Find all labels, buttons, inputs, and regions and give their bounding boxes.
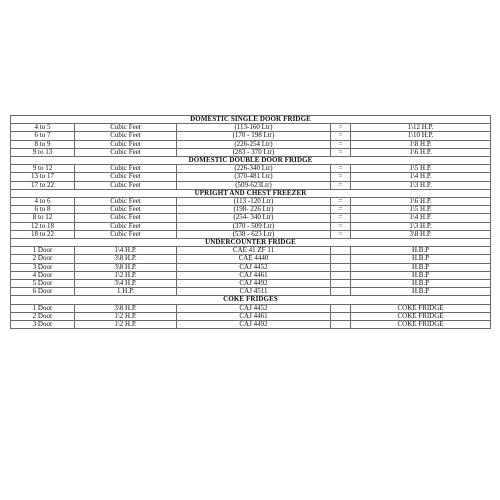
table-row (11, 140, 491, 148)
unit-cell: 1\2 H.P. (75, 321, 177, 329)
capacity-cell: 2 Door (11, 255, 75, 263)
table-row (11, 304, 491, 312)
capacity-cell: 9 to 12 (11, 165, 75, 173)
rating-cell: 1\12 H.P. (351, 124, 491, 132)
rating-cell: H.B.P (351, 247, 491, 255)
capacity-cell: 18 to 22 (11, 230, 75, 238)
capacity-cell: 3 Door (11, 263, 75, 271)
spec-cell: CAJ 4461 (177, 312, 331, 320)
spec-cell: (198- 226 Ltr) (177, 206, 331, 214)
equals-cell: = (331, 222, 351, 230)
unit-cell: Cubic Feet (75, 198, 177, 206)
rating-cell: 1\4 H.P. (351, 173, 491, 181)
capacity-cell: 6 to 8 (11, 206, 75, 214)
rating-cell: 1\3 H.P. (351, 222, 491, 230)
unit-cell: Cubic Feet (75, 165, 177, 173)
rating-cell: COKE FRIDGE (351, 312, 491, 320)
equals-cell (331, 304, 351, 312)
spec-cell: CAJ 4452 (177, 263, 331, 271)
rating-cell: H.B.P (351, 280, 491, 288)
table-row (11, 247, 491, 255)
spec-cell: (370 - 509 Ltr) (177, 222, 331, 230)
capacity-cell: 8 to 9 (11, 140, 75, 148)
equals-cell: = (331, 124, 351, 132)
rating-cell: 1\10 H.P. (351, 132, 491, 140)
unit-cell: 1\4 H.P. (75, 247, 177, 255)
equals-cell (331, 255, 351, 263)
table-row (11, 181, 491, 189)
equals-cell: = (331, 140, 351, 148)
unit-cell: Cubic Feet (75, 181, 177, 189)
unit-cell: Cubic Feet (75, 222, 177, 230)
unit-cell: 3\8 H.P. (75, 255, 177, 263)
table-row (11, 148, 491, 156)
section-title: DOMESTIC DOUBLE DOOR FRIDGE (11, 157, 491, 165)
spec-cell: (283 - 370 Ltr) (177, 148, 331, 156)
equals-cell: = (331, 148, 351, 156)
unit-cell: Cubic Feet (75, 173, 177, 181)
spec-cell: CAJ 4452 (177, 304, 331, 312)
spec-cell: CAJ 4492 (177, 280, 331, 288)
spec-cell: CAE 4440 (177, 255, 331, 263)
unit-cell: Cubic Feet (75, 148, 177, 156)
rating-cell: H.B.P (351, 263, 491, 271)
unit-cell: 3\4 H.P. (75, 280, 177, 288)
table-row (11, 230, 491, 238)
spec-cell: (254- 340 Ltr) (177, 214, 331, 222)
capacity-cell: 3 Door (11, 321, 75, 329)
equals-cell (331, 280, 351, 288)
spec-cell: (170 - 198 Ltr) (177, 132, 331, 140)
unit-cell: 1 H.P. (75, 288, 177, 296)
table-row (11, 206, 491, 214)
equals-cell: = (331, 230, 351, 238)
capacity-cell: 17 to 22 (11, 181, 75, 189)
unit-cell: Cubic Feet (75, 132, 177, 140)
spec-cell: (226-340 Ltr) (177, 165, 331, 173)
capacity-cell: 6 Door (11, 288, 75, 296)
section-header-row (11, 189, 491, 197)
table-body (11, 116, 491, 329)
section-title: COKE FRIDGES (11, 296, 491, 304)
table-row (11, 222, 491, 230)
rating-cell: 1\4 H.P. (351, 214, 491, 222)
equals-cell (331, 312, 351, 320)
equals-cell: = (331, 165, 351, 173)
compressor-hp-table (10, 115, 491, 329)
spec-cell: (113 -120 Ltr) (177, 198, 331, 206)
spec-cell: CAJ 4492 (177, 321, 331, 329)
equals-cell: = (331, 132, 351, 140)
capacity-cell: 4 to 5 (11, 124, 75, 132)
unit-cell: 3\8 H.P. (75, 263, 177, 271)
section-title: UNDERCOUNTER FRIDGE (11, 239, 491, 247)
equals-cell (331, 321, 351, 329)
section-header-row (11, 157, 491, 165)
unit-cell: 1\2 H.P. (75, 271, 177, 279)
table-row (11, 321, 491, 329)
unit-cell: Cubic Feet (75, 140, 177, 148)
equals-cell (331, 263, 351, 271)
equals-cell (331, 271, 351, 279)
table-row (11, 288, 491, 296)
spec-cell: (538 - 623 Ltr) (177, 230, 331, 238)
table-row (11, 255, 491, 263)
section-header-row (11, 296, 491, 304)
rating-cell: 1\6 H.P. (351, 198, 491, 206)
equals-cell (331, 288, 351, 296)
unit-cell: 3\8 H.P. (75, 304, 177, 312)
capacity-cell: 4 to 6 (11, 198, 75, 206)
rating-cell: 1\5 H.P. (351, 165, 491, 173)
capacity-cell: 4 Door (11, 271, 75, 279)
spec-cell: (226-254 Ltr) (177, 140, 331, 148)
rating-cell: 1\6 H.P. (351, 148, 491, 156)
rating-cell: 1\5 H.P. (351, 206, 491, 214)
capacity-cell: 1 Door (11, 247, 75, 255)
equals-cell: = (331, 198, 351, 206)
spec-cell: CAE 41 ZF 11 (177, 247, 331, 255)
section-title: UPRIGHT AND CHEST FREEZER (11, 189, 491, 197)
section-title: DOMESTIC SINGLE DOOR FRIDGE (11, 116, 491, 124)
rating-cell: 1\3 H.P. (351, 181, 491, 189)
rating-cell: 1\8 H.P. (351, 140, 491, 148)
table-row (11, 173, 491, 181)
equals-cell: = (331, 214, 351, 222)
unit-cell: Cubic Feet (75, 124, 177, 132)
capacity-cell: 12 to 18 (11, 222, 75, 230)
capacity-cell: 6 to 7 (11, 132, 75, 140)
capacity-cell: 8 to 12 (11, 214, 75, 222)
capacity-cell: 9 to 13 (11, 148, 75, 156)
table-row (11, 280, 491, 288)
capacity-cell: 13 to 17 (11, 173, 75, 181)
unit-cell: 1\2 H.P. (75, 312, 177, 320)
rating-cell: H.B.P (351, 255, 491, 263)
table-row (11, 271, 491, 279)
equals-cell: = (331, 173, 351, 181)
table-row (11, 312, 491, 320)
spec-cell: CAJ 4461 (177, 271, 331, 279)
table-row (11, 198, 491, 206)
spec-cell: CAJ 4511 (177, 288, 331, 296)
section-header-row (11, 116, 491, 124)
capacity-cell: 1 Door (11, 304, 75, 312)
spec-cell: (113-160 Ltr) (177, 124, 331, 132)
capacity-cell: 2 Door (11, 312, 75, 320)
capacity-cell: 5 Door (11, 280, 75, 288)
section-header-row (11, 239, 491, 247)
rating-cell: COKE FRIDGE (351, 304, 491, 312)
unit-cell: Cubic Feet (75, 230, 177, 238)
unit-cell: Cubic Feet (75, 206, 177, 214)
table-row (11, 132, 491, 140)
rating-cell: H.B.P (351, 288, 491, 296)
equals-cell: = (331, 181, 351, 189)
rating-cell: COKE FRIDGE (351, 321, 491, 329)
spec-cell: (370-481 Ltr) (177, 173, 331, 181)
table-row (11, 214, 491, 222)
table-row (11, 263, 491, 271)
table-row (11, 124, 491, 132)
rating-cell: H.B.P (351, 271, 491, 279)
unit-cell: Cubic Feet (75, 214, 177, 222)
table-row (11, 165, 491, 173)
spec-cell: (509-623Ltr) (177, 181, 331, 189)
rating-cell: 3\8 H.P. (351, 230, 491, 238)
equals-cell: = (331, 206, 351, 214)
equals-cell (331, 247, 351, 255)
